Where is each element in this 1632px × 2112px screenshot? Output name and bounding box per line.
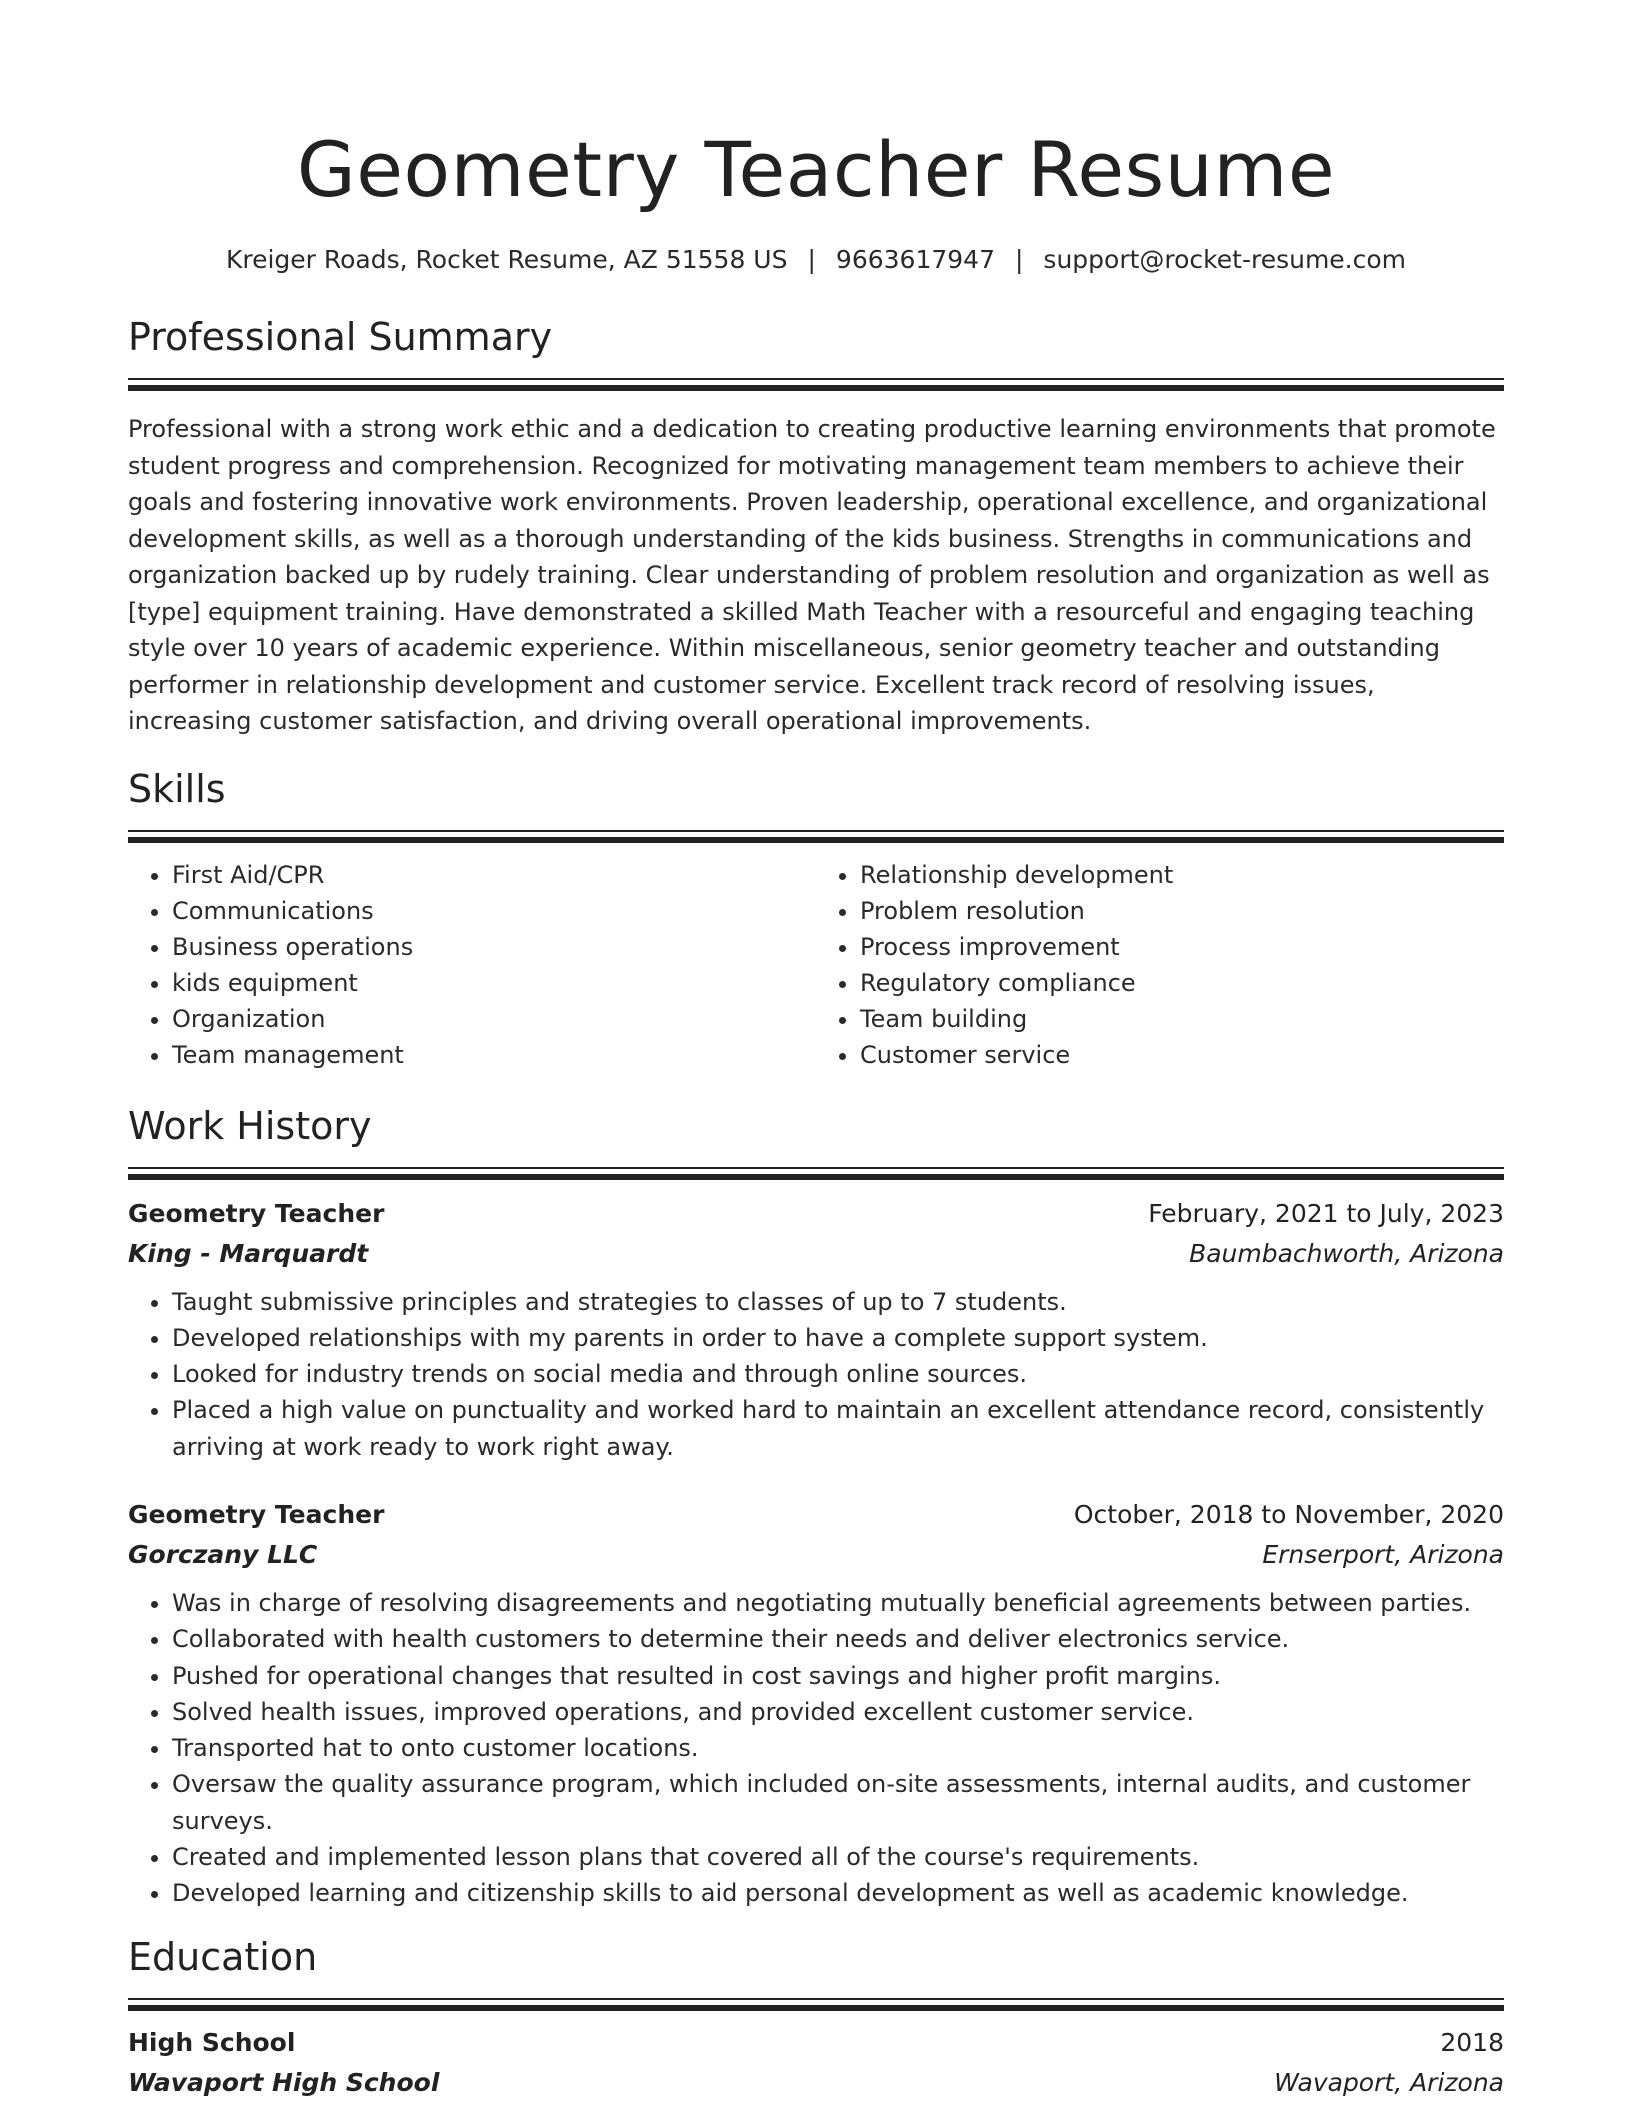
job-dates: February, 2021 to July, 2023 bbox=[1148, 1198, 1504, 1228]
job-location: Baumbachworth, Arizona bbox=[1189, 1238, 1504, 1268]
education-heading: Education bbox=[128, 1934, 318, 1979]
contact-address: Kreiger Roads, Rocket Resume, AZ 51558 US bbox=[225, 245, 788, 274]
job-bullet: • Taught submissive principles and strategies to classes of up to 7 students. bbox=[172, 1284, 1504, 1320]
work-section bbox=[128, 1103, 1504, 1912]
work-heading: Work History bbox=[128, 1103, 372, 1148]
summary-text: Professional with a strong work ethic and a dedication to creating productive learning environments that promote student progress and comprehension. Recognized for motivating management team members to achieve their goals and fostering innovative work environments. Proven leadership, operational excellence, and organizational development skills, as well as a thorough understanding of the kids business. Strengths in communications and organization backed up by rudely training. Clear understanding of problem resolution and organization as well as [type] equipment training. Have demonstrated a skilled Math Teacher with a resourceful and engaging teaching style over 10 years of academic experience. Within miscellaneous, senior geometry teacher and outstanding performer in relationship development and customer service. Excellent track record of resolving issues, increasing customer satisfaction, and driving overall operational improvements. bbox=[128, 415, 1496, 735]
job-bullet: • Was in charge of resolving disagreements and negotiating mutually beneficial agreements between parties. bbox=[172, 1585, 1504, 1621]
resume-page bbox=[128, 0, 1504, 2103]
job-bullet: • Placed a high value on punctuality and worked hard to maintain an excellent attendance record, consistently arriving at work ready to work right away. bbox=[172, 1392, 1504, 1465]
skills-columns bbox=[128, 857, 1504, 1073]
job-title: Geometry Teacher bbox=[128, 1499, 385, 1529]
job-bullet: • Pushed for operational changes that resulted in cost savings and higher profit margins. bbox=[172, 1658, 1504, 1694]
skills-section bbox=[128, 766, 1504, 1073]
education-degree: High School bbox=[128, 2027, 296, 2057]
summary-section bbox=[128, 314, 1504, 740]
section-divider bbox=[128, 378, 1504, 391]
job-entry bbox=[128, 1194, 1504, 1465]
job-bullet: • Developed learning and citizenship skills to aid personal development as well as academic knowledge. bbox=[172, 1875, 1504, 1911]
contact-phone: 9663617947 bbox=[835, 245, 995, 274]
skills-list-right bbox=[816, 857, 1504, 1073]
job-header bbox=[128, 1495, 1504, 1535]
job-header bbox=[128, 1194, 1504, 1234]
skill-item: • Relationship development bbox=[860, 857, 1504, 893]
contact-separator: | bbox=[807, 245, 816, 274]
education-header bbox=[128, 2023, 1504, 2063]
skill-item: • Regulatory compliance bbox=[860, 965, 1504, 1001]
skill-item: • First Aid/CPR bbox=[172, 857, 816, 893]
resume-title: Geometry Teacher Resume bbox=[296, 125, 1336, 214]
contact-line bbox=[128, 244, 1504, 276]
skill-item: • Process improvement bbox=[860, 929, 1504, 965]
skill-item: • Communications bbox=[172, 893, 816, 929]
contact-email[interactable]: support@rocket-resume.com bbox=[1043, 245, 1407, 274]
skills-heading: Skills bbox=[128, 766, 226, 811]
job-location: Ernserport, Arizona bbox=[1262, 1539, 1504, 1569]
section-divider bbox=[128, 1998, 1504, 2011]
job-bullet: • Developed relationships with my parents in order to have a complete support system. bbox=[172, 1320, 1504, 1356]
skill-item: • Team management bbox=[172, 1037, 816, 1073]
job-bullet: • Transported hat to onto customer locations. bbox=[172, 1730, 1504, 1766]
job-bullet: • Looked for industry trends on social media and through online sources. bbox=[172, 1356, 1504, 1392]
education-location: Wavaport, Arizona bbox=[1274, 2067, 1504, 2097]
skill-item: • kids equipment bbox=[172, 965, 816, 1001]
skill-item: • Organization bbox=[172, 1001, 816, 1037]
skills-list-left bbox=[128, 857, 816, 1073]
job-title: Geometry Teacher bbox=[128, 1198, 385, 1228]
skill-item: • Business operations bbox=[172, 929, 816, 965]
job-bullet: • Oversaw the quality assurance program, which included on-site assessments, internal audits, and customer surveys. bbox=[172, 1766, 1504, 1839]
job-bullet: • Solved health issues, improved operations, and provided excellent customer service. bbox=[172, 1694, 1504, 1730]
job-subheader bbox=[128, 1535, 1504, 1575]
job-bullet: • Collaborated with health customers to determine their needs and deliver electronics service. bbox=[172, 1621, 1504, 1657]
job-bullet: • Created and implemented lesson plans that covered all of the course's requirements. bbox=[172, 1839, 1504, 1875]
education-year: 2018 bbox=[1440, 2027, 1504, 2057]
education-section bbox=[128, 1934, 1504, 2103]
section-divider bbox=[128, 830, 1504, 843]
job-bullets bbox=[128, 1585, 1504, 1912]
job-company: King - Marquardt bbox=[128, 1238, 369, 1268]
skill-item: • Problem resolution bbox=[860, 893, 1504, 929]
contact-separator: | bbox=[1014, 245, 1024, 274]
skill-item: • Team building bbox=[860, 1001, 1504, 1037]
job-bullets bbox=[128, 1284, 1504, 1465]
skill-item: • Customer service bbox=[860, 1037, 1504, 1073]
job-subheader bbox=[128, 1234, 1504, 1274]
education-entry bbox=[128, 2023, 1504, 2103]
education-subheader bbox=[128, 2063, 1504, 2103]
section-divider bbox=[128, 1167, 1504, 1180]
job-dates: October, 2018 to November, 2020 bbox=[1073, 1499, 1504, 1529]
summary-heading: Professional Summary bbox=[128, 315, 553, 359]
education-school: Wavaport High School bbox=[128, 2067, 440, 2097]
job-company: Gorczany LLC bbox=[128, 1539, 318, 1569]
job-entry bbox=[128, 1495, 1504, 1912]
